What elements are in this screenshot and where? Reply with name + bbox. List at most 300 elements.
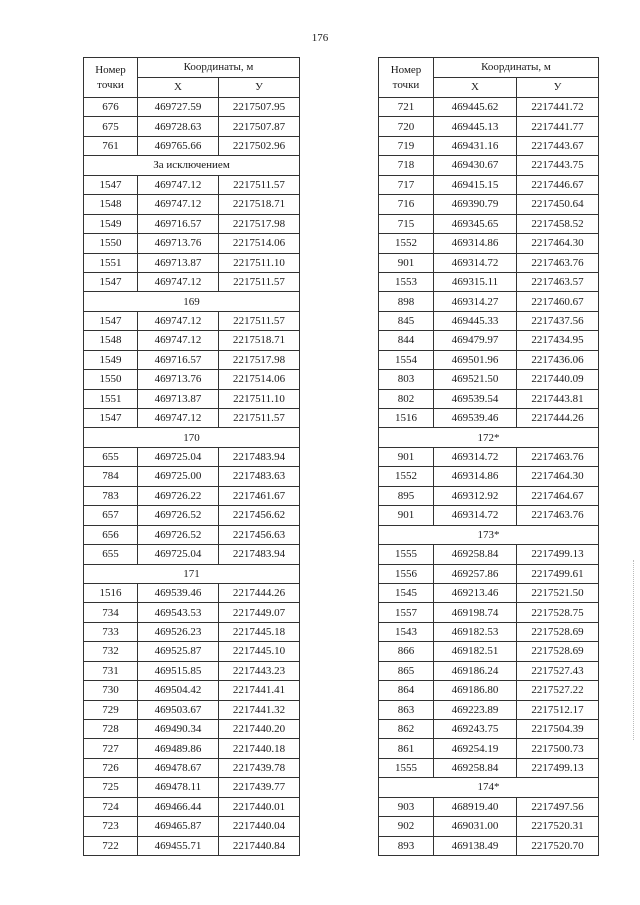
y-coordinate-cell: 2217460.67	[517, 292, 599, 311]
y-coordinate-cell: 2217518.71	[219, 195, 300, 214]
table-row	[84, 409, 300, 428]
point-number-cell: 655	[84, 447, 138, 466]
table-row	[84, 253, 300, 272]
point-number-cell: 1549	[84, 350, 138, 369]
y-coordinate-cell: 2217436.06	[517, 350, 599, 369]
x-coordinate-cell: 469539.46	[434, 409, 517, 428]
section-row	[379, 778, 599, 797]
table-row	[84, 195, 300, 214]
y-coordinate-cell: 2217443.75	[517, 156, 599, 175]
point-number-cell: 715	[379, 214, 434, 233]
table-row	[84, 622, 300, 641]
x-coordinate-cell: 469186.80	[434, 681, 517, 700]
point-number-cell: 1556	[379, 564, 434, 583]
point-number-cell: 901	[379, 253, 434, 272]
y-coordinate-cell: 2217527.43	[517, 661, 599, 680]
point-number-cell: 1543	[379, 622, 434, 641]
y-coordinate-cell: 2217511.10	[219, 253, 300, 272]
x-coordinate-cell: 469726.22	[138, 486, 219, 505]
y-coordinate-cell: 2217458.52	[517, 214, 599, 233]
x-coordinate-cell: 469725.00	[138, 467, 219, 486]
section-row	[379, 428, 599, 447]
x-coordinate-cell: 469747.12	[138, 311, 219, 330]
y-coordinate-cell: 2217483.94	[219, 545, 300, 564]
table-row	[379, 700, 599, 719]
table-row	[379, 272, 599, 291]
table-row	[379, 389, 599, 408]
coordinates-header: Координаты, м	[138, 58, 300, 78]
point-number-cell: 726	[84, 758, 138, 777]
x-coordinate-cell: 469543.53	[138, 603, 219, 622]
table-row	[379, 467, 599, 486]
x-coordinate-cell: 469314.86	[434, 467, 517, 486]
point-number-cell: 675	[84, 117, 138, 136]
y-coordinate-cell: 2217440.84	[219, 836, 300, 855]
x-coordinate-cell: 469213.46	[434, 583, 517, 602]
y-coordinate-cell: 2217441.41	[219, 681, 300, 700]
x-coordinate-cell: 469257.86	[434, 564, 517, 583]
point-number-cell: 727	[84, 739, 138, 758]
table-row	[84, 98, 300, 117]
point-number-cell: 1555	[379, 758, 434, 777]
point-number-cell: 761	[84, 136, 138, 155]
point-number-cell: 864	[379, 681, 434, 700]
y-coordinate-cell: 2217463.76	[517, 506, 599, 525]
point-number-cell: 1548	[84, 331, 138, 350]
point-number-cell: 724	[84, 797, 138, 816]
table-row	[84, 447, 300, 466]
point-number-cell: 803	[379, 370, 434, 389]
point-number-cell: 901	[379, 447, 434, 466]
x-coordinate-cell: 469747.12	[138, 175, 219, 194]
table-row	[379, 545, 599, 564]
y-coordinate-cell: 2217499.13	[517, 545, 599, 564]
x-coordinate-cell: 469314.86	[434, 234, 517, 253]
x-coordinate-cell: 469455.71	[138, 836, 219, 855]
x-coordinate-cell: 469314.72	[434, 506, 517, 525]
y-coordinate-cell: 2217528.69	[517, 642, 599, 661]
table-row	[379, 350, 599, 369]
point-number-cell: 1551	[84, 389, 138, 408]
y-coordinate-cell: 2217456.63	[219, 525, 300, 544]
x-coordinate-cell: 469747.12	[138, 331, 219, 350]
y-coordinate-cell: 2217463.57	[517, 272, 599, 291]
y-coordinate-cell: 2217463.76	[517, 253, 599, 272]
y-coordinate-cell: 2217456.62	[219, 506, 300, 525]
table-row	[379, 486, 599, 505]
x-coordinate-cell: 469312.92	[434, 486, 517, 505]
y-coordinate-cell: 2217439.78	[219, 758, 300, 777]
x-coordinate-cell: 469430.67	[434, 156, 517, 175]
table-row	[84, 467, 300, 486]
table-row	[84, 331, 300, 350]
table-row	[84, 661, 300, 680]
y-coordinate-cell: 2217512.17	[517, 700, 599, 719]
y-coordinate-cell: 2217443.81	[517, 389, 599, 408]
y-header: У	[219, 78, 300, 98]
y-coordinate-cell: 2217446.67	[517, 175, 599, 194]
point-number-cell: 893	[379, 836, 434, 855]
x-coordinate-cell: 469223.89	[434, 700, 517, 719]
point-number-cell: 734	[84, 603, 138, 622]
x-coordinate-cell: 469503.67	[138, 700, 219, 719]
section-row	[84, 292, 300, 311]
x-header: Х	[434, 78, 517, 98]
table-row	[84, 817, 300, 836]
x-coordinate-cell: 469465.87	[138, 817, 219, 836]
point-number-cell: 1545	[379, 583, 434, 602]
section-title: За исключением	[84, 156, 300, 175]
table-row	[84, 234, 300, 253]
x-coordinate-cell: 469031.00	[434, 817, 517, 836]
section-title: 174*	[379, 778, 599, 797]
point-number-cell: 717	[379, 175, 434, 194]
coordinates-table-left	[83, 57, 300, 856]
x-coordinate-cell: 469765.66	[138, 136, 219, 155]
y-coordinate-cell: 2217449.07	[219, 603, 300, 622]
table-row	[84, 311, 300, 330]
point-number-cell: 901	[379, 506, 434, 525]
y-coordinate-cell: 2217445.18	[219, 622, 300, 641]
x-coordinate-cell: 469716.57	[138, 214, 219, 233]
point-number-cell: 728	[84, 720, 138, 739]
point-number-cell: 784	[84, 467, 138, 486]
x-coordinate-cell: 469501.96	[434, 350, 517, 369]
x-coordinate-cell: 469489.86	[138, 739, 219, 758]
table-row	[84, 214, 300, 233]
x-coordinate-cell: 468919.40	[434, 797, 517, 816]
table-row	[379, 292, 599, 311]
table-row	[84, 350, 300, 369]
point-number-cell: 1553	[379, 272, 434, 291]
x-coordinate-cell: 469258.84	[434, 545, 517, 564]
x-coordinate-cell: 469716.57	[138, 350, 219, 369]
table-row	[379, 311, 599, 330]
point-number-cell: 866	[379, 642, 434, 661]
table-row	[84, 739, 300, 758]
y-coordinate-cell: 2217440.20	[219, 720, 300, 739]
point-number-cell: 1552	[379, 467, 434, 486]
point-number-cell: 865	[379, 661, 434, 680]
table-row	[379, 409, 599, 428]
y-coordinate-cell: 2217500.73	[517, 739, 599, 758]
point-number-cell: 862	[379, 720, 434, 739]
point-number-cell: 1516	[379, 409, 434, 428]
table-row	[379, 603, 599, 622]
y-coordinate-cell: 2217521.50	[517, 583, 599, 602]
section-row	[379, 525, 599, 544]
y-coordinate-cell: 2217483.63	[219, 467, 300, 486]
table-row	[379, 622, 599, 641]
point-number-header: Номер точки	[84, 58, 138, 98]
point-number-cell: 721	[379, 98, 434, 117]
table-row	[84, 545, 300, 564]
table-row	[84, 370, 300, 389]
x-coordinate-cell: 469138.49	[434, 836, 517, 855]
point-number-cell: 723	[84, 817, 138, 836]
x-coordinate-cell: 469314.27	[434, 292, 517, 311]
y-coordinate-cell: 2217499.61	[517, 564, 599, 583]
y-coordinate-cell: 2217445.10	[219, 642, 300, 661]
x-coordinate-cell: 469478.11	[138, 778, 219, 797]
point-number-cell: 720	[379, 117, 434, 136]
point-number-cell: 903	[379, 797, 434, 816]
x-coordinate-cell: 469445.13	[434, 117, 517, 136]
table-row	[379, 836, 599, 855]
y-coordinate-cell: 2217441.72	[517, 98, 599, 117]
table-row	[84, 797, 300, 816]
y-coordinate-cell: 2217527.22	[517, 681, 599, 700]
x-coordinate-cell: 469713.76	[138, 370, 219, 389]
table-row	[84, 836, 300, 855]
y-coordinate-cell: 2217440.18	[219, 739, 300, 758]
y-coordinate-cell: 2217511.57	[219, 175, 300, 194]
y-coordinate-cell: 2217520.70	[517, 836, 599, 855]
point-number-header: Номер точки	[379, 58, 434, 98]
x-coordinate-cell: 469478.67	[138, 758, 219, 777]
section-title: 171	[84, 564, 300, 583]
y-coordinate-cell: 2217518.71	[219, 331, 300, 350]
y-coordinate-cell: 2217444.26	[517, 409, 599, 428]
section-title: 173*	[379, 525, 599, 544]
y-coordinate-cell: 2217514.06	[219, 370, 300, 389]
x-coordinate-cell: 469182.51	[434, 642, 517, 661]
x-coordinate-cell: 469539.54	[434, 389, 517, 408]
y-coordinate-cell: 2217434.95	[517, 331, 599, 350]
table-row	[84, 642, 300, 661]
table-row	[84, 700, 300, 719]
point-number-cell: 1552	[379, 234, 434, 253]
point-number-cell: 730	[84, 681, 138, 700]
x-coordinate-cell: 469479.97	[434, 331, 517, 350]
y-coordinate-cell: 2217483.94	[219, 447, 300, 466]
y-coordinate-cell: 2217502.96	[219, 136, 300, 155]
point-number-cell: 902	[379, 817, 434, 836]
point-number-cell: 802	[379, 389, 434, 408]
point-number-cell: 731	[84, 661, 138, 680]
section-title: 169	[84, 292, 300, 311]
y-coordinate-cell: 2217440.09	[517, 370, 599, 389]
scan-edge-mark	[633, 560, 636, 740]
point-number-cell: 1548	[84, 195, 138, 214]
point-number-cell: 655	[84, 545, 138, 564]
table-row	[379, 797, 599, 816]
y-coordinate-cell: 2217441.32	[219, 700, 300, 719]
x-coordinate-cell: 469525.87	[138, 642, 219, 661]
point-number-cell: 1551	[84, 253, 138, 272]
table-row	[379, 661, 599, 680]
x-coordinate-cell: 469725.04	[138, 545, 219, 564]
x-coordinate-cell: 469726.52	[138, 506, 219, 525]
y-coordinate-cell: 2217439.77	[219, 778, 300, 797]
y-coordinate-cell: 2217511.57	[219, 272, 300, 291]
y-coordinate-cell: 2217461.67	[219, 486, 300, 505]
table-row	[84, 486, 300, 505]
table-row	[84, 506, 300, 525]
table-row	[84, 272, 300, 291]
section-row	[84, 428, 300, 447]
point-number-cell: 1550	[84, 234, 138, 253]
y-coordinate-cell: 2217440.01	[219, 797, 300, 816]
x-coordinate-cell: 469515.85	[138, 661, 219, 680]
y-coordinate-cell: 2217517.98	[219, 350, 300, 369]
x-coordinate-cell: 469747.12	[138, 409, 219, 428]
table-row	[379, 739, 599, 758]
point-number-cell: 1549	[84, 214, 138, 233]
x-coordinate-cell: 469747.12	[138, 272, 219, 291]
page-number: 176	[311, 32, 329, 44]
table-row	[84, 681, 300, 700]
x-coordinate-cell: 469314.72	[434, 447, 517, 466]
point-number-cell: 1516	[84, 583, 138, 602]
x-coordinate-cell: 469254.19	[434, 739, 517, 758]
table-row	[379, 98, 599, 117]
y-coordinate-cell: 2217507.87	[219, 117, 300, 136]
y-coordinate-cell: 2217499.13	[517, 758, 599, 777]
point-number-cell: 863	[379, 700, 434, 719]
y-coordinate-cell: 2217528.75	[517, 603, 599, 622]
point-number-cell: 1547	[84, 272, 138, 291]
section-row	[84, 156, 300, 175]
y-coordinate-cell: 2217511.10	[219, 389, 300, 408]
x-coordinate-cell: 469390.79	[434, 195, 517, 214]
x-coordinate-cell: 469258.84	[434, 758, 517, 777]
x-coordinate-cell: 469345.65	[434, 214, 517, 233]
x-coordinate-cell: 469726.52	[138, 525, 219, 544]
table-row	[379, 156, 599, 175]
point-number-cell: 1557	[379, 603, 434, 622]
table-row	[84, 389, 300, 408]
table-row	[84, 117, 300, 136]
x-coordinate-cell: 469747.12	[138, 195, 219, 214]
table-row	[379, 331, 599, 350]
y-coordinate-cell: 2217437.56	[517, 311, 599, 330]
point-number-cell: 657	[84, 506, 138, 525]
point-number-cell: 895	[379, 486, 434, 505]
y-coordinate-cell: 2217443.67	[517, 136, 599, 155]
table-row	[379, 506, 599, 525]
x-coordinate-cell: 469415.15	[434, 175, 517, 194]
y-coordinate-cell: 2217511.57	[219, 311, 300, 330]
table-row	[379, 447, 599, 466]
table-row	[84, 175, 300, 194]
table-row	[84, 136, 300, 155]
y-coordinate-cell: 2217464.67	[517, 486, 599, 505]
x-coordinate-cell: 469713.76	[138, 234, 219, 253]
y-coordinate-cell: 2217444.26	[219, 583, 300, 602]
x-coordinate-cell: 469713.87	[138, 253, 219, 272]
table-row	[379, 195, 599, 214]
table-row	[379, 817, 599, 836]
table-row	[84, 778, 300, 797]
point-number-cell: 722	[84, 836, 138, 855]
x-coordinate-cell: 469314.72	[434, 253, 517, 272]
table-row	[379, 117, 599, 136]
table-row	[84, 583, 300, 602]
point-number-cell: 1554	[379, 350, 434, 369]
y-coordinate-cell: 2217520.31	[517, 817, 599, 836]
point-number-cell: 716	[379, 195, 434, 214]
table-row	[379, 758, 599, 777]
y-coordinate-cell: 2217443.23	[219, 661, 300, 680]
table-row	[379, 681, 599, 700]
table-row	[379, 564, 599, 583]
point-number-cell: 861	[379, 739, 434, 758]
table-row	[379, 642, 599, 661]
point-number-cell: 732	[84, 642, 138, 661]
point-number-cell: 845	[379, 311, 434, 330]
table-row	[379, 253, 599, 272]
point-number-cell: 718	[379, 156, 434, 175]
point-number-cell: 733	[84, 622, 138, 641]
x-coordinate-cell: 469182.53	[434, 622, 517, 641]
y-coordinate-cell: 2217511.57	[219, 409, 300, 428]
x-header: Х	[138, 78, 219, 98]
point-number-cell: 1547	[84, 409, 138, 428]
coordinates-header: Координаты, м	[434, 58, 599, 78]
x-coordinate-cell: 469521.50	[434, 370, 517, 389]
x-coordinate-cell: 469186.24	[434, 661, 517, 680]
table-row	[84, 603, 300, 622]
y-coordinate-cell: 2217463.76	[517, 447, 599, 466]
point-number-cell: 1547	[84, 175, 138, 194]
y-coordinate-cell: 2217507.95	[219, 98, 300, 117]
point-number-cell: 898	[379, 292, 434, 311]
table-row	[379, 583, 599, 602]
y-header: У	[517, 78, 599, 98]
y-coordinate-cell: 2217514.06	[219, 234, 300, 253]
point-number-cell: 783	[84, 486, 138, 505]
table-row	[379, 136, 599, 155]
x-coordinate-cell: 469490.34	[138, 720, 219, 739]
x-coordinate-cell: 469539.46	[138, 583, 219, 602]
x-coordinate-cell: 469728.63	[138, 117, 219, 136]
x-coordinate-cell: 469526.23	[138, 622, 219, 641]
x-coordinate-cell: 469466.44	[138, 797, 219, 816]
point-number-cell: 1547	[84, 311, 138, 330]
section-title: 172*	[379, 428, 599, 447]
y-coordinate-cell: 2217464.30	[517, 467, 599, 486]
table-row	[379, 370, 599, 389]
x-coordinate-cell: 469431.16	[434, 136, 517, 155]
section-row	[84, 564, 300, 583]
table-row	[84, 720, 300, 739]
point-number-cell: 729	[84, 700, 138, 719]
point-number-cell: 844	[379, 331, 434, 350]
y-coordinate-cell: 2217441.77	[517, 117, 599, 136]
y-coordinate-cell: 2217450.64	[517, 195, 599, 214]
point-number-cell: 725	[84, 778, 138, 797]
table-row	[379, 720, 599, 739]
x-coordinate-cell: 469445.33	[434, 311, 517, 330]
x-coordinate-cell: 469727.59	[138, 98, 219, 117]
table-row	[379, 234, 599, 253]
y-coordinate-cell: 2217497.56	[517, 797, 599, 816]
x-coordinate-cell: 469725.04	[138, 447, 219, 466]
x-coordinate-cell: 469243.75	[434, 720, 517, 739]
table-row	[379, 214, 599, 233]
y-coordinate-cell: 2217440.04	[219, 817, 300, 836]
y-coordinate-cell: 2217517.98	[219, 214, 300, 233]
x-coordinate-cell: 469504.42	[138, 681, 219, 700]
table-row	[84, 525, 300, 544]
x-coordinate-cell: 469315.11	[434, 272, 517, 291]
y-coordinate-cell: 2217504.39	[517, 720, 599, 739]
section-title: 170	[84, 428, 300, 447]
point-number-cell: 719	[379, 136, 434, 155]
point-number-cell: 1555	[379, 545, 434, 564]
point-number-cell: 676	[84, 98, 138, 117]
